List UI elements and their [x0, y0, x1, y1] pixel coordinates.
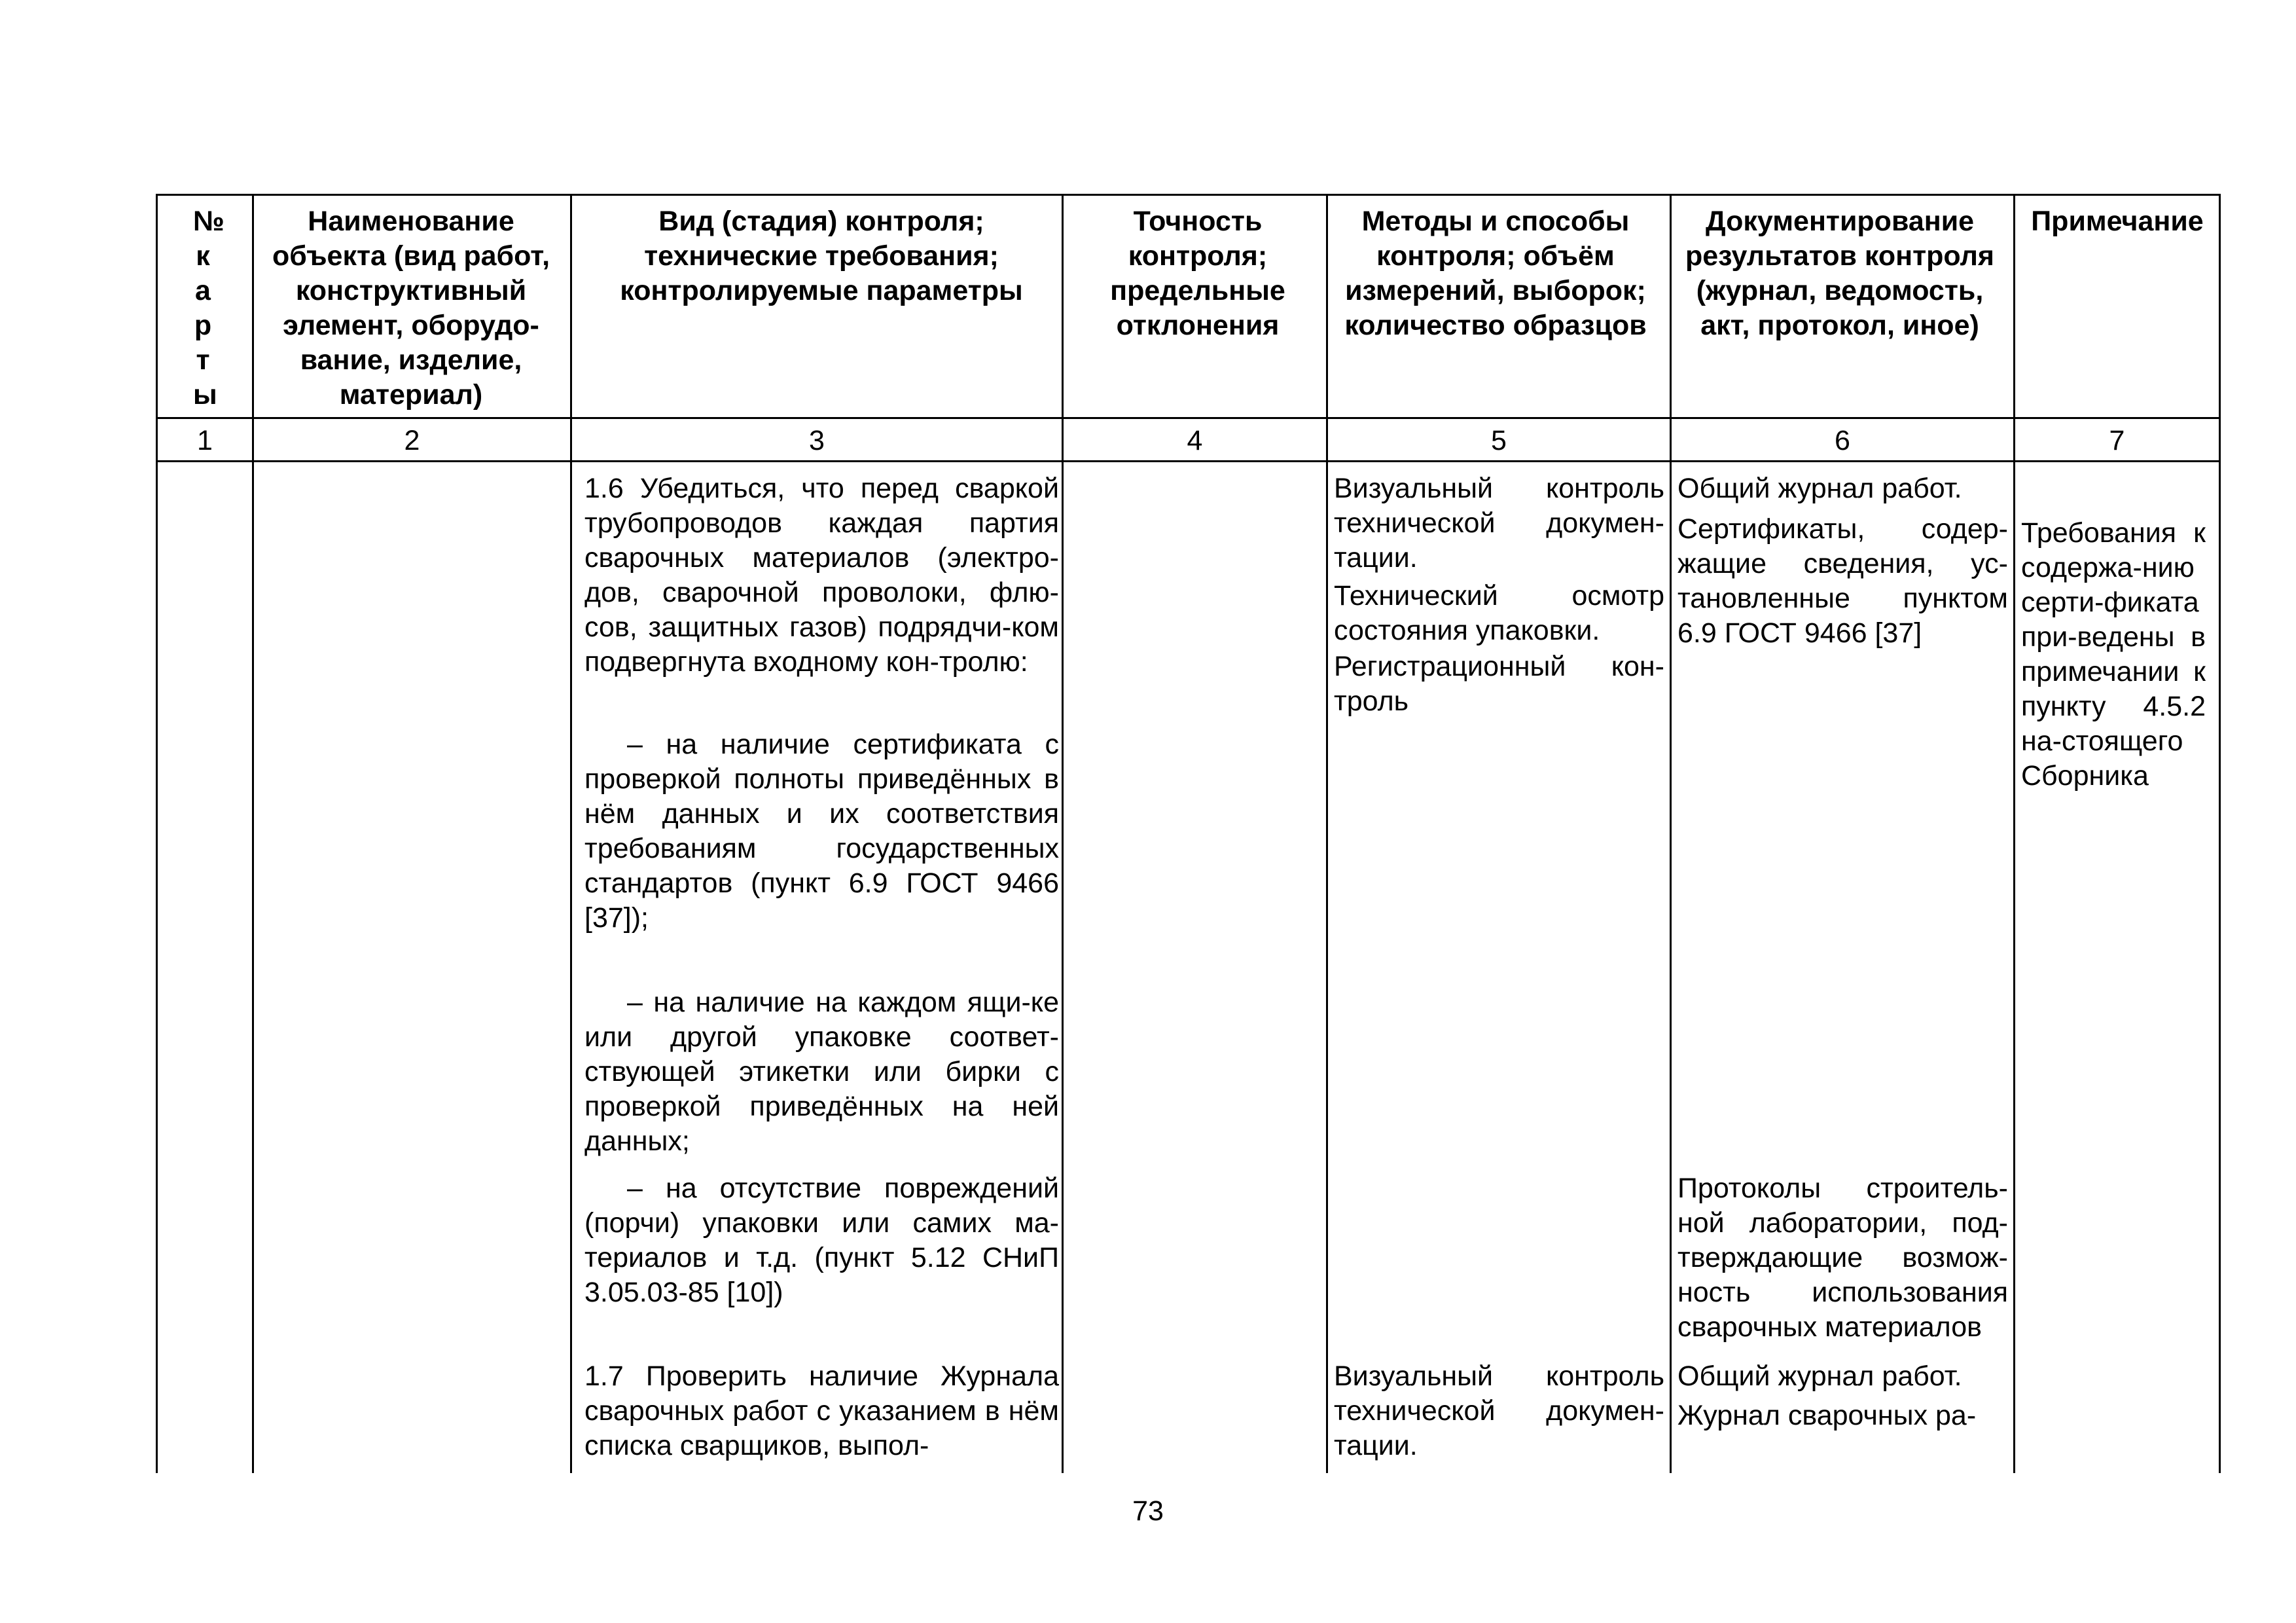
column-number: 2 — [404, 425, 420, 456]
column-divider — [2013, 194, 2015, 1473]
table-border-left — [156, 194, 158, 1473]
table-border-top — [156, 194, 2221, 196]
header-control-type: Вид (стадия) контроля; технические требования; контролируемые параметры — [620, 206, 1023, 306]
doc-general-journal-2: Общий журнал работ. — [1677, 1360, 1962, 1392]
header-card-number — [170, 204, 236, 412]
doc-lab-protocols: Протоколы строитель-ной лаборатории, под-тверждающие возмож-ность использования сварочных материалов — [1677, 1173, 2008, 1343]
column-number: 7 — [2109, 425, 2125, 456]
table-border-right — [2219, 194, 2221, 1473]
method-registration-control: Регистрационный кон-троль — [1334, 651, 1664, 717]
column-divider — [570, 194, 572, 1473]
column-number: 6 — [1835, 425, 1850, 456]
header-accuracy: Точность контроля; предельные отклонения — [1110, 206, 1285, 341]
header-card-number-text: № к а р т ы — [193, 206, 224, 410]
header-divider — [156, 417, 2221, 419]
doc-welding-journal: Журнал сварочных ра- — [1677, 1400, 1977, 1431]
header-note: Примечание — [2031, 206, 2204, 237]
column-number: 4 — [1187, 425, 1203, 456]
method-visual-control: Визуальный контроль технической докумен-тации. — [1334, 473, 1664, 574]
doc-certificates: Сертификаты, содер-жащие сведения, ус-тановленные пунктом 6.9 ГОСТ 9466 [37] — [1677, 513, 2008, 649]
page-number: 73 — [1132, 1495, 1164, 1527]
header-object-name: Наименование объекта (вид работ, конструктивный элемент, оборудо-вание, изделие, материал) — [272, 206, 550, 410]
numbers-divider — [156, 460, 2221, 462]
requirement-text: – на отсутствие повреждений (порчи) упаковки или самих ма-териалов и т.д. (пункт 5.12 СНиП 3.05.03-85 [10]) — [584, 1173, 1059, 1308]
requirement-1-6: 1.6 Убедиться, что перед сваркой трубопроводов каждая партия сварочных материалов (электро-дов, сварочной проволоки, флю-сов, защитных газов) подрядчи-ком подвергнута входному кон-тролю: — [584, 473, 1059, 678]
requirement-1-6-label — [584, 985, 1059, 1159]
column-number: 3 — [809, 425, 825, 456]
method-technical-inspection: Технический осмотр состояния упаковки. — [1334, 580, 1664, 646]
requirement-1-6-damage — [584, 1171, 1059, 1310]
header-methods: Методы и способы контроля; объём измерений, выборок; количество образцов — [1344, 206, 1647, 341]
requirement-text: – на наличие на каждом ящи-ке или другой упаковке соответ-ствующей этикетки или бирки с проверкой приведённых на ней данных; — [584, 987, 1059, 1157]
method-visual-control-2: Визуальный контроль технической докумен-тации. — [1334, 1360, 1664, 1461]
column-number: 1 — [197, 425, 213, 456]
requirement-text: – на наличие сертификата с проверкой полноты приведённых в нём данных и их соответствия требованиям государственных стандартов (пункт 6.9 ГОСТ 9466 [37]); — [584, 729, 1059, 934]
doc-general-journal: Общий журнал работ. — [1677, 473, 1962, 504]
column-divider — [1326, 194, 1328, 1473]
column-divider — [1062, 194, 1064, 1473]
header-documentation: Документирование результатов контроля (журнал, ведомость, акт, протокол, иное) — [1685, 206, 1995, 341]
requirement-1-6-certificate — [584, 727, 1059, 936]
note-certificate-requirements: Требования к содержа-нию серти-фиката при-ведены в примечании к пункту 4.5.2 на-стоящего Сборника — [2021, 517, 2206, 792]
requirement-1-7: 1.7 Проверить наличие Журнала сварочных работ с указанием в нём списка сварщиков, выпол- — [584, 1360, 1059, 1461]
column-divider — [1670, 194, 1672, 1473]
column-divider — [252, 194, 254, 1473]
column-number: 5 — [1491, 425, 1507, 456]
